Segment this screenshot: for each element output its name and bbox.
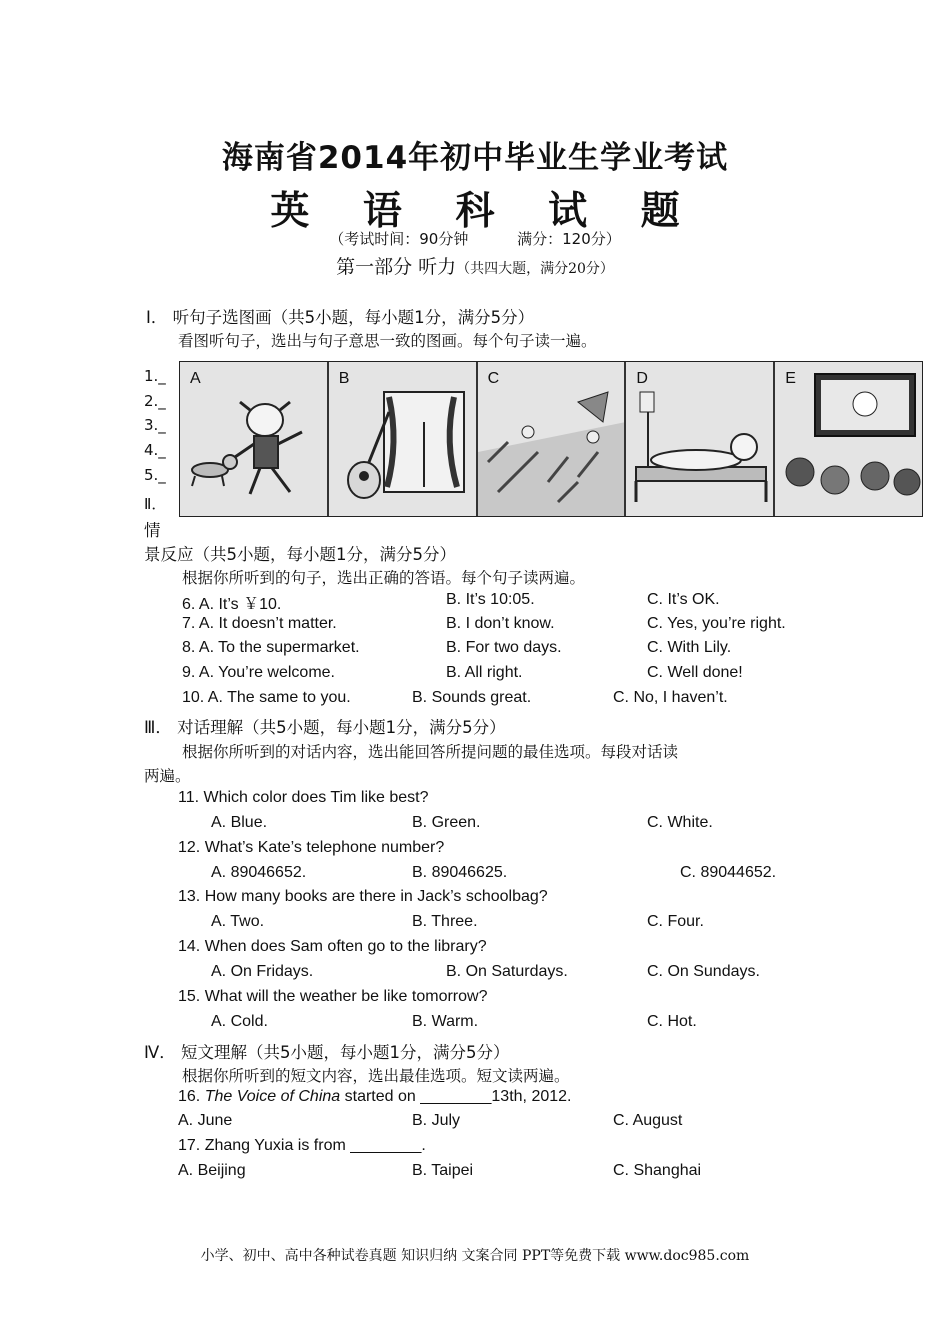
q9-option-c: C. Well done! xyxy=(647,664,743,681)
section1-heading: Ⅰ． 听句子选图画（共5小题，每小题1分，满分5分） xyxy=(146,308,535,327)
q10-option-a: 10. A. The same to you. xyxy=(182,689,351,706)
part-title-main: 第一部分 听力 xyxy=(336,256,457,278)
q15-option-a: A. Cold. xyxy=(211,1013,268,1030)
q11-option-a: A. Blue. xyxy=(211,814,268,831)
answer-blank-5: 5._ xyxy=(144,466,166,484)
q11-option-c: C. White. xyxy=(647,814,713,831)
exam-meta xyxy=(0,228,950,249)
page-footer: 小学、初中、高中各种试卷真题 知识归纳 文案合同 PPT等免费下载 www.doc985.com xyxy=(200,1248,750,1264)
section4-instruction: 根据你所听到的短文内容，选出最佳选项。短文读两遍。 xyxy=(182,1067,570,1085)
q17-question: 17. Zhang Yuxia is from ________. xyxy=(178,1137,426,1154)
exam-score: 满分：120分） xyxy=(517,230,621,248)
q14-option-b: B. On Saturdays. xyxy=(446,963,568,980)
answer-blank-1: 1._ xyxy=(144,367,166,385)
picture-panel-c xyxy=(478,362,627,516)
q16-question xyxy=(178,1088,571,1106)
q17-option-a: A. Beijing xyxy=(178,1162,246,1179)
girl-dog-illustration xyxy=(180,362,328,516)
q8-option-c: C. With Lily. xyxy=(647,639,732,656)
q16-option-b: B. July xyxy=(412,1112,461,1129)
section3-heading: Ⅲ． 对话理解（共5小题，每小题1分，满分5分） xyxy=(144,718,506,737)
q13-option-b: B. Three. xyxy=(412,913,478,930)
q7-option-c: C. Yes, you’re right. xyxy=(647,615,786,632)
q11-option-b: B. Green. xyxy=(412,814,481,831)
q11-question: 11. Which color does Tim like best? xyxy=(178,789,429,806)
exam-time: （考试时间：90分钟 xyxy=(329,230,469,248)
answer-blank-2: 2._ xyxy=(144,392,166,410)
q8-option-b: B. For two days. xyxy=(446,639,562,656)
q16-prefix: 16. xyxy=(178,1088,205,1105)
picture-label-e: E xyxy=(785,370,796,387)
q16-option-c: C. August xyxy=(613,1112,683,1129)
q7-option-a: 7. A. It doesn’t matter. xyxy=(182,615,337,632)
q13-option-a: A. Two. xyxy=(211,913,265,930)
q9-option-a: 9. A. You’re welcome. xyxy=(182,664,335,681)
subject-title: 英 语 科 试 题 xyxy=(270,189,700,234)
q12-option-c: C. 89044652. xyxy=(680,864,777,881)
section2-heading-char: 情 xyxy=(144,521,161,540)
classroom-tv-illustration xyxy=(775,362,922,516)
picture-label-c: C xyxy=(487,370,500,387)
q12-question: 12. What’s Kate’s telephone number? xyxy=(178,839,445,856)
q14-option-a: A. On Fridays. xyxy=(211,963,314,980)
q14-option-c: C. On Sundays. xyxy=(647,963,760,980)
section1-instruction: 看图听句子，选出与句子意思一致的图画。每个句子读一遍。 xyxy=(178,332,597,350)
q15-option-b: B. Warm. xyxy=(412,1013,479,1030)
picture-label-a: A xyxy=(190,370,201,387)
q16-program-name: The Voice of China xyxy=(204,1088,341,1105)
section3-instruction-line2: 两遍。 xyxy=(144,767,191,785)
picture-panel-b xyxy=(329,362,478,516)
section4-heading: Ⅳ． 短文理解（共5小题，每小题1分，满分5分） xyxy=(144,1043,510,1062)
q8-option-a: 8. A. To the supermarket. xyxy=(182,639,360,656)
picture-label-b: B xyxy=(338,370,350,387)
listening-pictures xyxy=(179,361,923,517)
q13-question: 13. How many books are there in Jack’s schoolbag? xyxy=(178,888,548,905)
q12-option-a: A. 89046652. xyxy=(211,864,307,881)
answer-blank-3: 3._ xyxy=(144,416,166,434)
picture-panel-d xyxy=(626,362,775,516)
hospital-bed-illustration xyxy=(626,362,774,516)
picture-label-d: D xyxy=(636,370,648,387)
picture-panel-e xyxy=(775,362,922,516)
q17-option-b: B. Taipei xyxy=(412,1162,474,1179)
q6-option-c: C. It’s OK. xyxy=(647,591,720,608)
q10-option-b: B. Sounds great. xyxy=(412,689,532,706)
section3-instruction-line1: 根据你所听到的对话内容，选出能回答所提问题的最佳选项。每段对话读 xyxy=(182,743,679,761)
q15-question: 15. What will the weather be like tomorrow? xyxy=(178,988,488,1005)
answer-blank-4: 4._ xyxy=(144,441,166,459)
q15-option-c: C. Hot. xyxy=(647,1013,697,1030)
part-title xyxy=(0,252,950,279)
section2-instruction: 根据你所听到的句子，选出正确的答语。每个句子读两遍。 xyxy=(182,569,586,587)
q17-option-c: C. Shanghai xyxy=(613,1162,702,1179)
picture-panel-a xyxy=(180,362,329,516)
q16-suffix: started on ________13th, 2012. xyxy=(340,1088,572,1105)
window-guitar-illustration xyxy=(329,362,477,516)
q6-option-a: 6. A. It’s ￥10. xyxy=(182,596,282,613)
q7-option-b: B. I don’t know. xyxy=(446,615,555,632)
exam-title: 海南省2014年初中毕业生学业考试 xyxy=(221,140,729,176)
q10-option-c: C. No, I haven’t. xyxy=(613,689,728,706)
farm-field-illustration xyxy=(478,362,626,516)
q6-option-b: B. It’s 10:05. xyxy=(446,591,535,608)
q9-option-b: B. All right. xyxy=(446,664,523,681)
section2-heading: 景反应（共5小题，每小题1分，满分5分） xyxy=(144,545,456,564)
section2-heading-number: Ⅱ． xyxy=(144,495,167,513)
part-title-note: （共四大题，满分20分） xyxy=(456,261,614,277)
q12-option-b: B. 89046625. xyxy=(412,864,508,881)
q13-option-c: C. Four. xyxy=(647,913,704,930)
q16-option-a: A. June xyxy=(178,1112,233,1129)
q14-question: 14. When does Sam often go to the library? xyxy=(178,938,487,955)
